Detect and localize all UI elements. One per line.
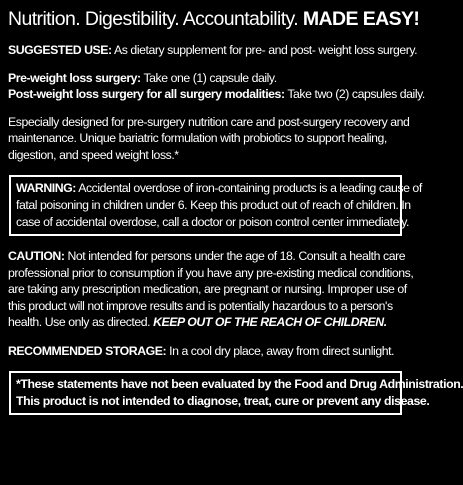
disclaimer-line-1: *These statements have not been evaluated by the Food and Drug Administration. (16, 377, 463, 391)
suggested-use-line (8, 42, 418, 59)
especially-line-2: maintenance. Unique bariatric formulation with probiotics to support healing, (8, 131, 387, 145)
especially-line-3: digestion, and speed weight loss.* (8, 147, 179, 162)
pre-weight-text: Take one (1) capsule daily. (143, 70, 277, 85)
headline-tagline: Nutrition. Digestibility. Accountability. (8, 8, 299, 30)
warning-label: WARNING: (16, 181, 76, 195)
caution-text-5: health. Use only as directed. (8, 315, 151, 329)
caution-line-2: professional prior to consumption if you have any pre-existing medical conditions, (8, 265, 414, 280)
caution-paragraph (8, 248, 414, 331)
fda-disclaimer-box (9, 371, 463, 415)
caution-label: CAUTION: (8, 249, 65, 263)
caution-line-5 (8, 314, 408, 331)
caution-text-1: Not intended for persons under the age of 18. Consult a health care (67, 249, 406, 263)
headline-emphasis: MADE EASY! (302, 8, 420, 30)
suggested-use-label: SUGGESTED USE: (8, 43, 112, 57)
post-weight-label: Post-weight loss surgery for all surgery modalities: (8, 87, 285, 101)
storage-label: RECOMMENDED STORAGE: (8, 343, 167, 358)
caution-line-3: are taking any prescription medication, are pregnant or nursing. Improper use of (8, 282, 407, 296)
storage-text: In a cool dry place, away from direct sunlight. (169, 343, 395, 358)
post-weight-dosage (8, 86, 425, 103)
suggested-use-text: As dietary supplement for pre- and post- weight loss surgery. (114, 43, 418, 57)
pre-weight-label: Pre-weight loss surgery: (8, 70, 141, 85)
especially-line-1: Especially designed for pre-surgery nutrition care and post-surgery recovery and (8, 114, 410, 129)
headline (8, 6, 420, 32)
especially-designed-paragraph (8, 114, 408, 164)
post-weight-text: Take two (2) capsules daily. (287, 87, 425, 101)
warning-line-1 (16, 180, 422, 197)
warning-line-3: case of accidental overdose, call a doctor or poison control center immediately. (16, 215, 410, 229)
warning-box (9, 175, 422, 236)
warning-text-1: Accidental overdose of iron-containing products is a leading cause of (78, 181, 422, 195)
storage-line (8, 343, 408, 360)
keep-out-of-reach-warning: KEEP OUT OF THE REACH OF CHILDREN. (153, 315, 387, 329)
disclaimer-line-2: This product is not intended to diagnose, treat, cure or prevent any disease. (16, 394, 430, 408)
pre-weight-dosage (8, 70, 408, 87)
caution-line-1 (8, 248, 408, 265)
caution-line-4: this product will not improve results and is potentially hazardous to a person's (8, 298, 393, 313)
warning-line-2: fatal poisoning in children under 6. Keep this product out of reach of children. In (16, 198, 411, 212)
